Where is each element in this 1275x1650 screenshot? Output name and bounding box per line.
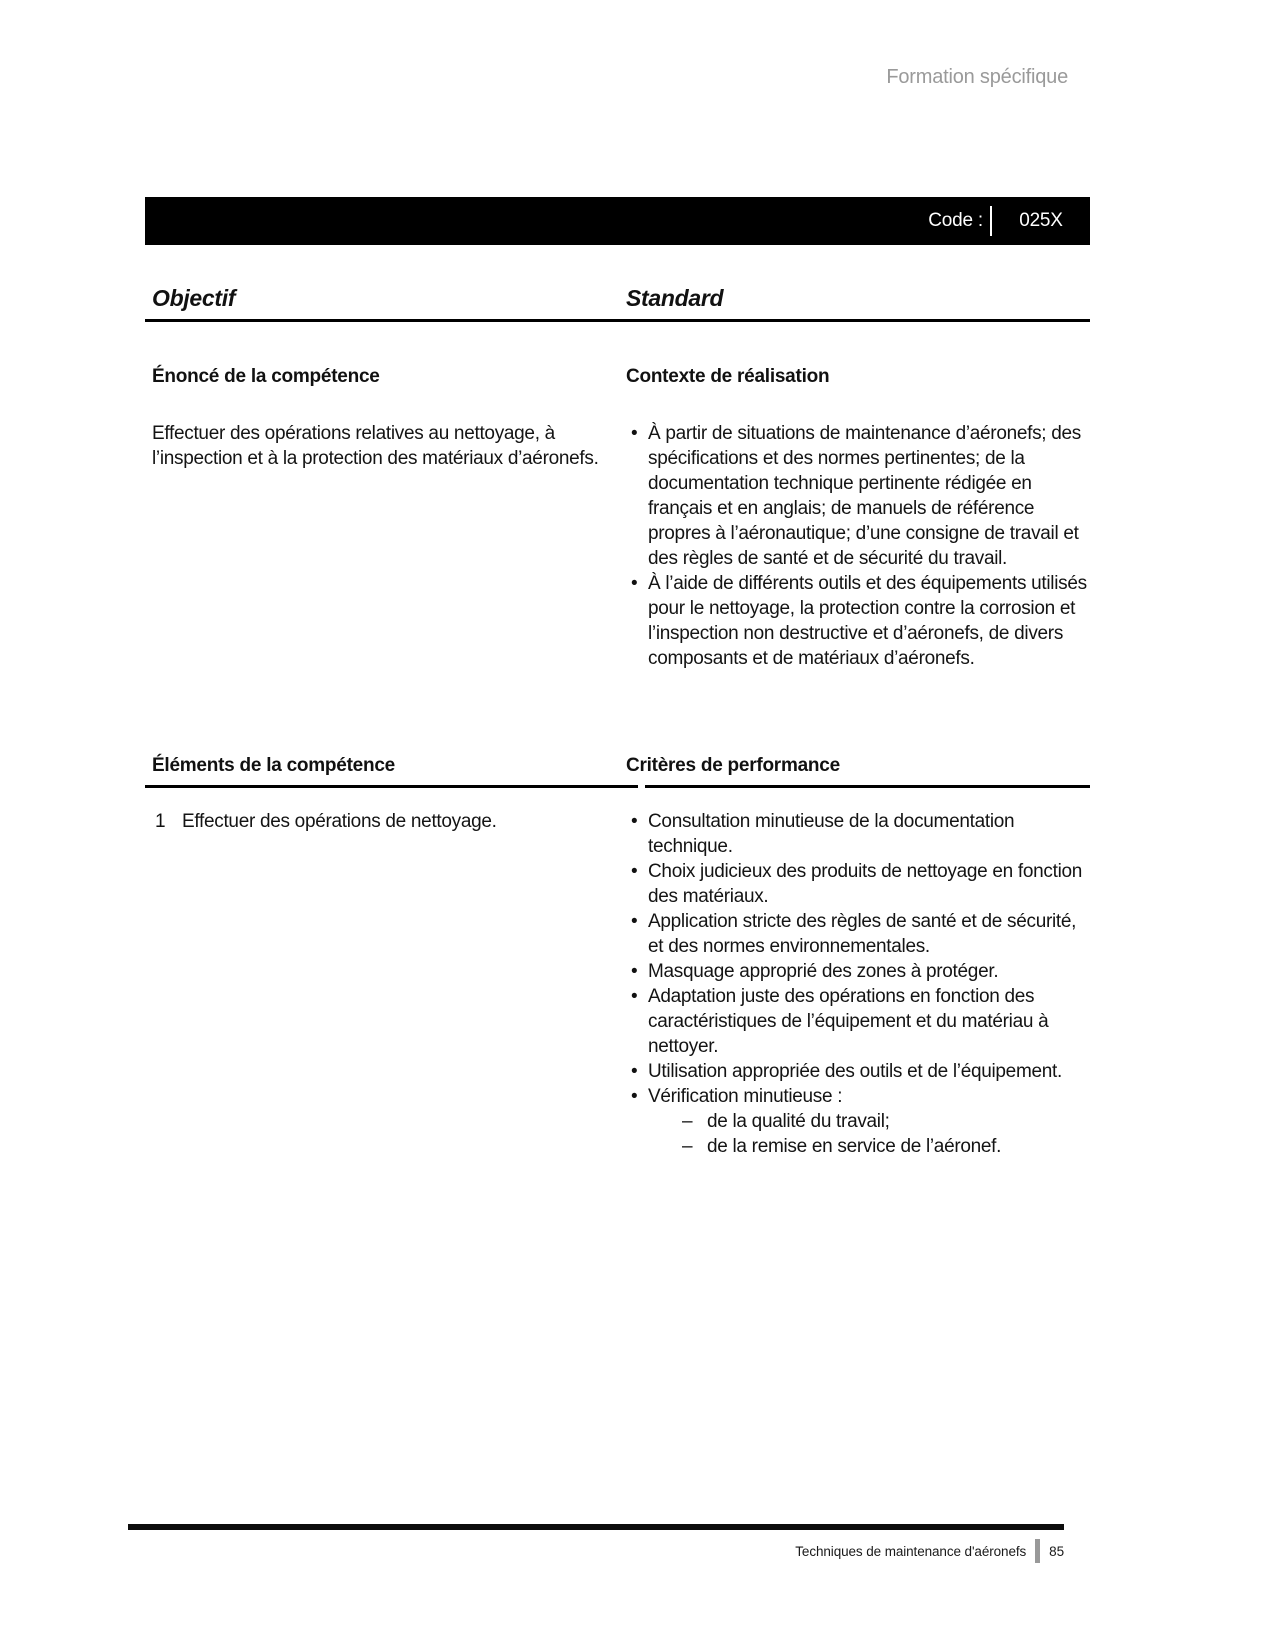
element-number: 1 — [155, 811, 166, 832]
column-headers — [145, 285, 1090, 312]
criteres-bullet-list — [626, 809, 1090, 1159]
element-item — [152, 809, 608, 834]
dash-icon: – — [682, 1111, 693, 1132]
bullet-text: Consultation minutieuse de la documentation technique. — [648, 811, 1015, 857]
sub-item — [626, 1134, 1090, 1159]
standard-heading: Standard — [626, 285, 724, 311]
sub-item — [626, 1109, 1090, 1134]
column-headers-rule — [145, 319, 1090, 322]
objectif-heading: Objectif — [152, 285, 236, 311]
bullet-item — [626, 809, 1090, 859]
element-list — [152, 809, 608, 834]
bullet-text: À partir de situations de maintenance d’aéronefs; des spécifications et des normes pertinentes; de la documentation technique pertinente rédigée en français et en anglais; de manuels de référence propres à l’aéronautique; d’une consigne de travail et des règles de santé et de sécurité du travail. — [648, 423, 1081, 569]
bullet-text: Adaptation juste des opérations en fonction des caractéristiques de l’équipement et du matériau à nettoyer. — [648, 986, 1049, 1057]
enonce-competence-title: Énoncé de la compétence — [152, 366, 380, 387]
bullet-icon: • — [631, 1061, 638, 1082]
section1-titles — [145, 366, 1090, 388]
standard-column-header — [626, 285, 1090, 312]
bullet-item — [626, 421, 1090, 571]
sub-item-list — [626, 1109, 1090, 1159]
bullet-icon: • — [631, 861, 638, 882]
element-text: Effectuer des opérations de nettoyage. — [182, 811, 497, 832]
footer-page-number: 85 — [1049, 1543, 1064, 1559]
competence-statement: Effectuer des opérations relatives au nettoyage, à l’inspection et à la protection des matériaux d’aéronefs. — [152, 423, 599, 469]
bullet-icon: • — [631, 961, 638, 982]
contexte-bullet-list — [626, 421, 1090, 671]
code-bar — [145, 197, 1090, 245]
bullet-icon: • — [631, 573, 638, 594]
bullet-icon: • — [631, 811, 638, 832]
bullet-text: Vérification minutieuse : — [648, 1086, 843, 1107]
bullet-text: Application stricte des règles de santé et de sécurité, et des normes environnementales. — [648, 911, 1077, 957]
bullet-item — [626, 571, 1090, 671]
code-label: Code : — [928, 210, 983, 231]
bullet-icon: • — [631, 423, 638, 444]
criteres-performance-title: Critères de performance — [626, 755, 840, 776]
sub-item-text: de la remise en service de l’aéronef. — [707, 1136, 1002, 1157]
bullet-item — [626, 909, 1090, 959]
section2-titles — [145, 755, 1090, 777]
section1-content — [145, 421, 1090, 671]
contexte-realisation-title: Contexte de réalisation — [626, 366, 830, 387]
bullet-item — [626, 859, 1090, 909]
dash-icon: – — [682, 1136, 693, 1157]
elements-competence-title: Éléments de la compétence — [152, 755, 395, 776]
bullet-item — [626, 984, 1090, 1059]
page-header-label: Formation spécifique — [886, 66, 1068, 88]
footer — [128, 1538, 1064, 1564]
section2-content — [145, 809, 1090, 1159]
code-value: 025X — [1019, 210, 1063, 231]
bullet-text: À l’aide de différents outils et des équipements utilisés pour le nettoyage, la protection contre la corrosion et l’inspection non destructive et d’aéronefs, de divers composants et de matériaux d’aéronefs. — [648, 573, 1087, 669]
criteres-rule — [645, 785, 1090, 788]
footer-separator-bar — [1035, 1539, 1040, 1563]
objectif-column-header — [145, 285, 608, 312]
bullet-item — [626, 1084, 1090, 1109]
bullet-icon: • — [631, 1086, 638, 1107]
bullet-icon: • — [631, 986, 638, 1007]
elements-rule — [145, 785, 638, 788]
bullet-text: Choix judicieux des produits de nettoyage en fonction des matériaux. — [648, 861, 1083, 907]
bullet-text: Utilisation appropriée des outils et de l’équipement. — [648, 1061, 1062, 1082]
footer-rule — [128, 1524, 1064, 1530]
bullet-item — [626, 1059, 1090, 1084]
bullet-text: Masquage approprié des zones à protéger. — [648, 961, 999, 982]
bullet-item — [626, 959, 1090, 984]
bullet-icon: • — [631, 911, 638, 932]
footer-doc-title: Techniques de maintenance d'aéronefs — [795, 1543, 1027, 1559]
sub-item-text: de la qualité du travail; — [707, 1111, 890, 1132]
